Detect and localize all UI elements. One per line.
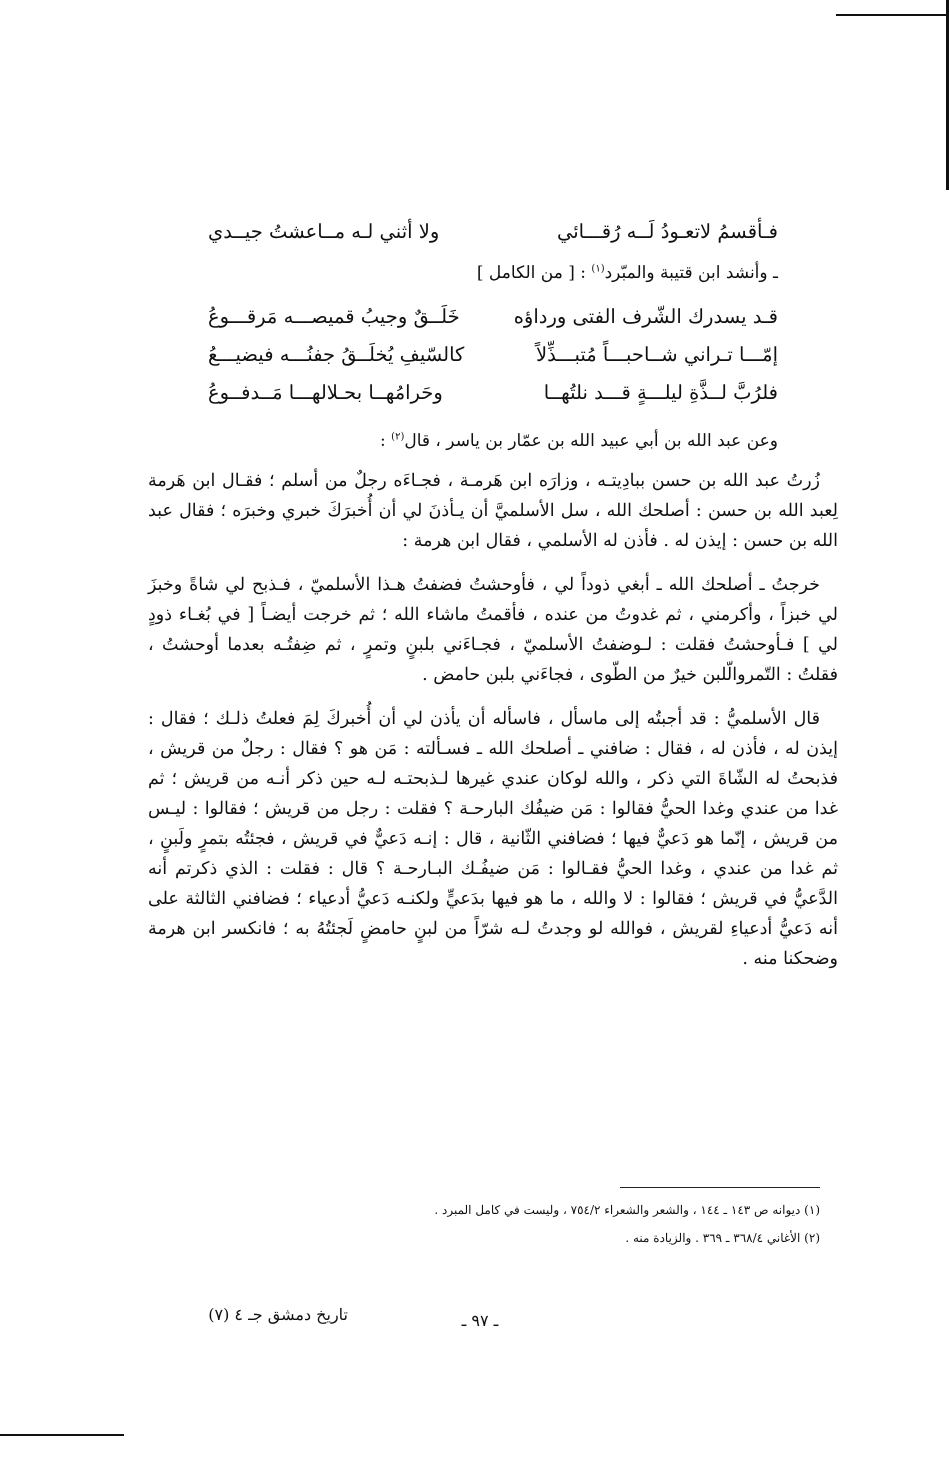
page-body [148,200,838,988]
second-hemistich: كالسّيفِ يُخلَــقُ جفنُـــه فيضيـــعُ [208,343,465,366]
footnote: (١) ديوانه ص ١٤٣ ـ ١٤٤ ، والشعر والشعراء ٧٥٤/٢ ، وليست في كامل المبرد . [434,1203,820,1217]
meter-label: : [ من الكامل ] [476,263,592,283]
second-hemistich: خَلَــقٌ وجيبُ قميصـــه مَرقـــوعُ [208,305,460,328]
narration-intro-text: وعن عبد الله بن أبي عبيد الله بن عمّار بن ياسر ، قال [404,431,778,451]
footnote-divider [620,1187,820,1188]
verse-line [208,336,778,374]
footnote-ref: (١) [591,263,605,275]
second-hemistich: ولا أثني لـه مــاعشتُ جيــدي [208,220,440,243]
footnotes [300,1196,820,1252]
second-hemistich: وحَرامُهــا بحـلالهـــا مَــدفــوعُ [208,381,443,404]
first-hemistich: إمّـــا تـراني شــاحبـــاً مُتبـــذِّلاً [536,343,778,366]
narration-intro [148,424,838,458]
verse-line [208,298,778,336]
footnote-ref: (٢) [391,431,405,443]
poem-intro [148,256,838,290]
verse-line [208,374,778,412]
first-hemistich: فـأقسمُ لاتعـودُ لَــه رُقـــائي [556,220,778,243]
book-volume-label: تاريخ دمشق جـ ٤ (٧) [208,1305,348,1324]
paragraph: قال الأسلميُّ : قد أجبتُه إلى ماسأل ، فاسأله أن يأذن لي أن أُخبركَ لِمَ فعلتُ ذلـك ؛ فقال : إيذن له ، فأذن له ، فقال : ضافني ـ أصلحك الله ـ فسـألته : مَن هو ؟ فقال : رجلٌ من قريش ، فذبحتُ له الشّاةَ التي ذكر ، والله لوكان عندي غيرها لـذبحتـه لـه حين ذكر أنـه من قريش ؛ ثم غدا من عندي وغدا الحيُّ فقالوا : مَن ضيفُك البارحـة ؟ فقلت : رجل من قريش ؛ فقالوا : ليـس من قريش ، إنّما هو دَعيٌّ فيها ؛ فضافني الثّانية ، قال : إنـه دَعيٌّ في قريش ، فجئتُه بتمرٍ ولَبنٍ ، ثم غدا من عندي ، وغدا الحيُّ فقـالوا : مَن ضيفُـك البـارحـة ؟ قال : فقلت : الذي ذكرتم أنه الدَّعيُّ في قريش ؛ فقالوا : لا والله ، ما هو فيها بدَعيٍّ ولكنـه دَعيُّ أدعياء ؛ فضافني الثالثة على أنه دَعيُّ أدعياءِ لقريش ، فوالله لو وجدتُ لـه شرّاً من لبنٍ حامضٍ لَجئتُهُ به ؛ فانكسر ابن هرمة وضحكنا منه . [148,709,838,969]
opening-verse [148,200,838,256]
scan-edge-line [836,14,949,16]
poem-intro-text: ـ وأنشد ابن قتيبة والمبّرد [604,263,778,283]
paragraph: زُرتُ عبد الله بن حسن ببادِيتـه ، وزارَه ابن هَرمـة ، فجـاءَه رجلٌ من أسلم ؛ فقـال ابن هَرمة لِعبد الله بن حسن : أصلحك الله ، سل الأسلميَّ أن يـأذنَ لي أن أُخبرَكَ خبري وخبرَه ؛ فقال عبد الله بن حسن : إيذن له . فأذن له الأسلمي ، فقال ابن هرمة : [148,471,838,551]
paragraph: خرجتُ ـ أصلحك الله ـ أبغي ذوداً لي ، فأوحشتُ فضفتُ هـذا الأسلميّ ، فـذبح لي شاةً وخبزَ لي خبزاً ، وأكرمني ، ثم غدوتُ من عنده ، فأقمتُ ماشاء الله ؛ ثم خرجت أيضـاً [ في بُغـاء ذودٍ لي ] فـأوحشتُ فقلت : لـوضفتُ الأسلميّ ، فجـاءَني بلبنٍ وتمرٍ ، ثم ضِفتُـه بعدما أوحشتُ ، فقلتُ : التّمروالّلبن خيرٌ من الطّوى ، فجاءَني بلبن حامض . [148,575,838,685]
narration-intro-tail: : [380,431,392,451]
scan-edge-line [0,1434,124,1436]
first-hemistich: قـد يسدرك الشّرف الفتى ورداؤه [513,305,778,328]
footnote: (٢) الأغاني ٣٦٨/٤ ـ ٣٦٩ . والزيادة منه . [625,1231,820,1245]
page-number: ـ ٩٧ ـ [461,1311,499,1330]
poem [148,290,838,416]
first-hemistich: فلرُبَّ لــذَّةِ ليلـــةٍ قـــد نلتُهــا [543,381,778,404]
verse-line [208,216,778,248]
